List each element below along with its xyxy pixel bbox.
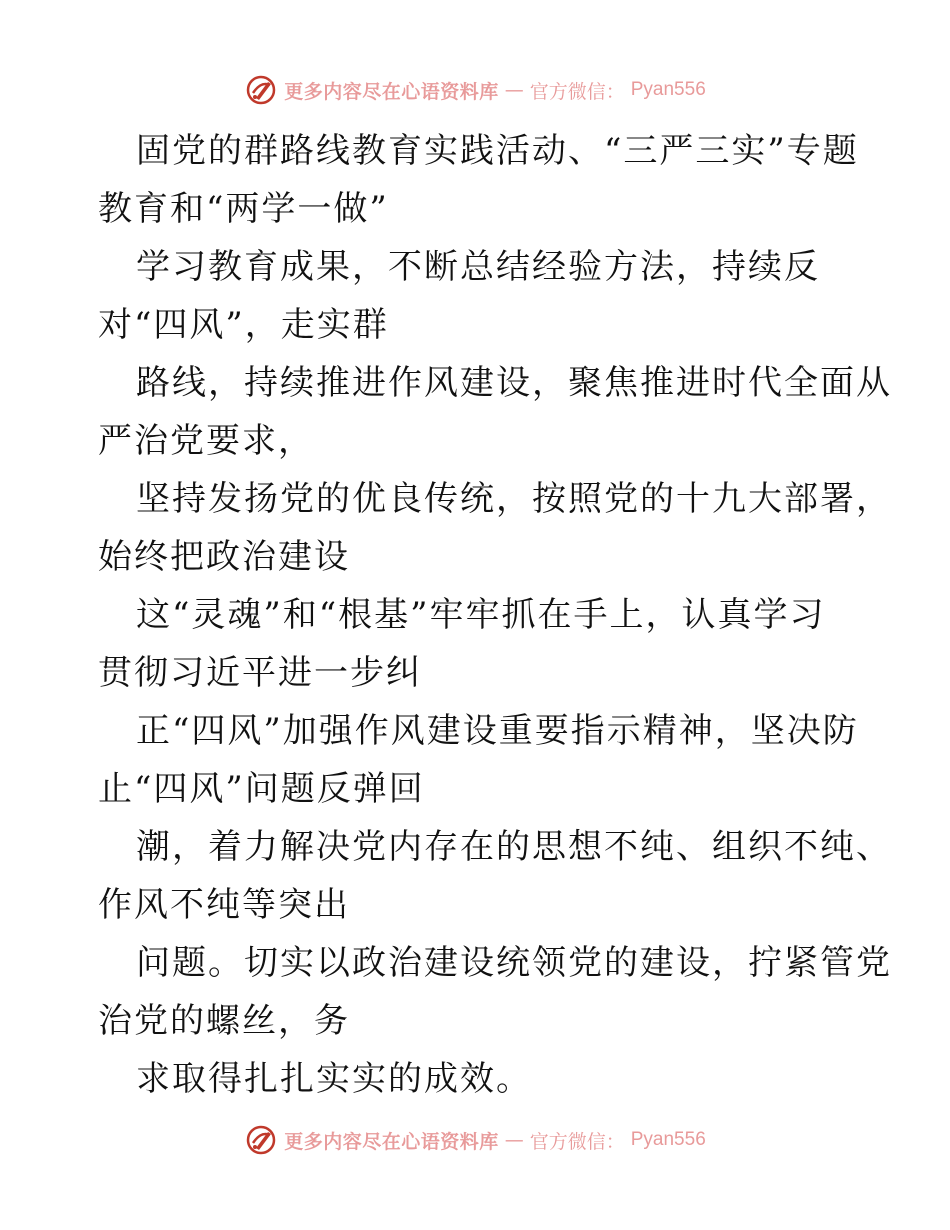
body-line: 止“四风”问题反弹回 [98,769,425,809]
body-line: 治党的螺丝，务 [98,1001,350,1041]
watermark-header [0,70,950,110]
body-line: 对“四风”，走实群 [98,305,389,345]
watermark-brand: 更多内容尽在心语资料库 [284,80,499,103]
body-line: 严治党要求， [98,421,314,461]
document-body [98,122,892,1108]
body-line: 固党的群路线教育实践活动、“三严三实”专题 [136,131,859,171]
body-line: 路线，持续推进作风建设，聚焦推进时代全面从 [136,363,892,403]
body-line: 求取得扎扎实实的成效。 [136,1059,532,1099]
body-line: 始终把政治建设 [98,537,350,577]
watermark-footer [0,1120,950,1160]
watermark-official: 官方微信： [529,80,625,103]
body-line: 潮，着力解决党内存在的思想不纯、组织不纯、 [136,827,892,867]
watermark-id: Pyan556 [630,1129,706,1150]
body-line: 问题。切实以政治建设统领党的建设，拧紧管党 [136,943,892,983]
body-line: 贯彻习近平进一步纠 [98,653,422,693]
body-line: 作风不纯等突出 [98,885,350,925]
body-line: 坚持发扬党的优良传统，按照党的十九大部署， [136,479,892,519]
body-line: 这“灵魂”和“根基”牢牢抓在手上，认真学习 [136,595,826,635]
brand-logo-icon [244,73,278,107]
body-line: 教育和“两学一做” [98,189,389,229]
body-line: 正“四风”加强作风建设重要指示精神，坚决防 [136,711,859,751]
watermark-official: 官方微信： [529,1130,625,1153]
watermark-brand: 更多内容尽在心语资料库 [284,1130,499,1153]
watermark-separator: — [504,1129,524,1151]
body-line: 学习教育成果，不断总结经验方法，持续反 [136,247,820,287]
watermark-id: Pyan556 [630,79,706,100]
brand-logo-icon [244,1123,278,1157]
watermark-separator: — [504,79,524,101]
